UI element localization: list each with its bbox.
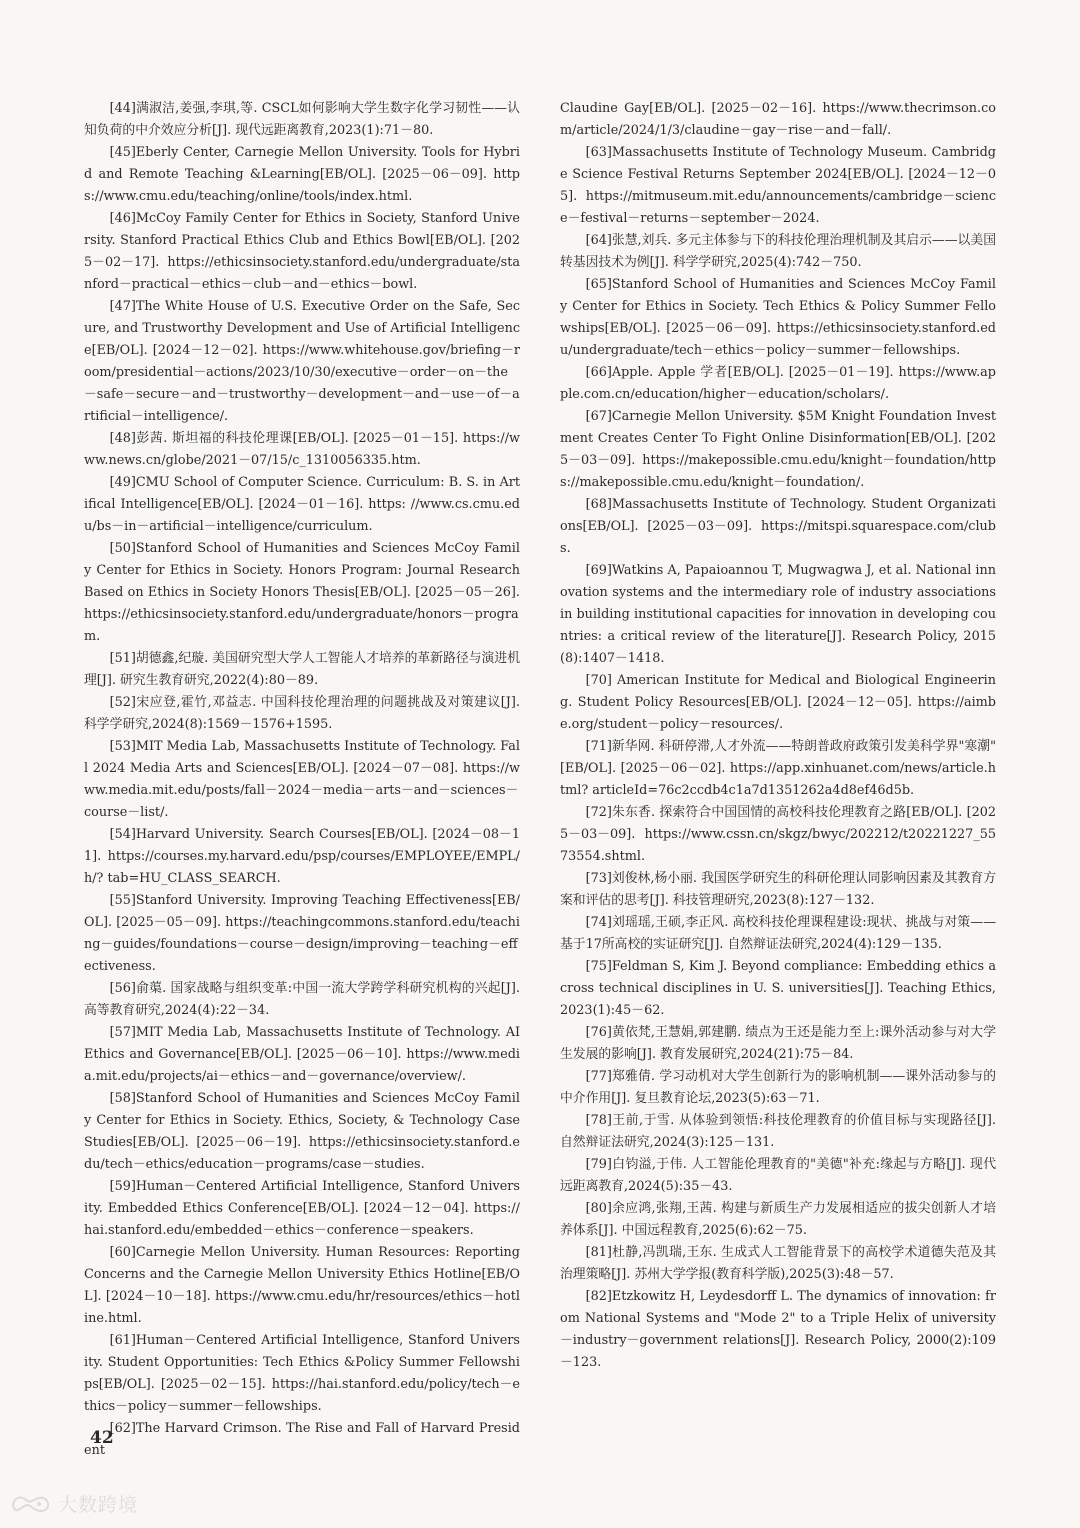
reference-entry: [80]余应鸿,张翔,王茜. 构建与新质生产力发展相适应的拔尖创新人才培养体系[J]. 中国远程教育,2025(6):62－75. bbox=[560, 1201, 996, 1238]
reference-entry: [46]McCoy Family Center for Ethics in Society, Stanford University. Stanford Practical Ethics Club and Ethics Bowl[EB/OL]. [2025－02－17]. https://ethicsinsociety.stanford.edu/undergraduate/stanford－practical－ethics－club－and－ethics－bowl. bbox=[84, 211, 520, 292]
reference-entry: [62]The Harvard Crimson. The Rise and Fall of Harvard President bbox=[84, 1421, 520, 1458]
reference-entry: [69]Watkins A, Papaioannou T, Mugwagwa J, et al. National innovation systems and the intermediary role of industry associations in building institutional capacities for innovation in developing countries: a critical review of the literature[J]. Research Policy, 2015(8):1407－1418. bbox=[560, 563, 996, 666]
reference-entry: [54]Harvard University. Search Courses[EB/OL]. [2024－08－11]. https://courses.my.harvard.edu/psp/courses/EMPLOYEE/EMPL/h/? tab=HU_CLASS_SEARCH. bbox=[84, 827, 520, 886]
reference-entry: [75]Feldman S, Kim J. Beyond compliance: Embedding ethics across technical disciplines in U. S. universities[J]. Teaching Ethics, 2023(1):45－62. bbox=[560, 959, 996, 1018]
reference-entry: [59]Human－Centered Artificial Intelligence, Stanford University. Embedded Ethics Conference[EB/OL]. [2024－12－04]. https://hai.stanford.edu/embedded－ethics－conference－speakers. bbox=[84, 1179, 520, 1238]
reference-entry: [44]满淑洁,姜强,李琪,等. CSCL如何影响大学生数字化学习韧性——认知负荷的中介效应分析[J]. 现代远距离教育,2023(1):71－80. bbox=[84, 101, 520, 138]
reference-entry: [51]胡德鑫,纪璇. 美国研究型大学人工智能人才培养的革新路径与演进机理[J]. 研究生教育研究,2022(4):80－89. bbox=[84, 651, 520, 688]
reference-entry: [55]Stanford University. Improving Teaching Effectiveness[EB/OL]. [2025－05－09]. https://teachingcommons.stanford.edu/teaching－guides/foundations－course－design/improving－teaching－effectiveness. bbox=[84, 893, 520, 974]
reference-entry: [50]Stanford School of Humanities and Sciences McCoy Family Center for Ethics in Society. Honors Program: Journal Research Based on Ethics in Society Honors Thesis[EB/OL]. [2025－05－26]. https://ethicsinsociety.stanford.edu/undergraduate/honors－program. bbox=[84, 541, 520, 644]
reference-entry: [66]Apple. Apple 学者[EB/OL]. [2025－01－19]. https://www.apple.com.cn/education/higher－education/scholars/. bbox=[560, 365, 996, 402]
reference-entry: [49]CMU School of Computer Science. Curriculum: B. S. in Artifical Intelligence[EB/OL]. [2024－01－16]. https: //www.cs.cmu.edu/bs－in－artificial－intelligence/curriculum. bbox=[84, 475, 520, 534]
reference-entry: [79]白钧溢,于伟. 人工智能伦理教育的"美德"补充:缘起与方略[J]. 现代远距离教育,2024(5):35－43. bbox=[560, 1157, 996, 1194]
reference-entry: [73]刘俊林,杨小丽. 我国医学研究生的科研伦理认同影响因素及其教育方案和评估的思考[J]. 科技管理研究,2023(8):127－132. bbox=[560, 871, 996, 908]
brand-logo-icon bbox=[10, 1492, 52, 1516]
reference-entry: Claudine Gay[EB/OL]. [2025－02－16]. https://www.thecrimson.com/article/2024/1/3/claudine－gay－rise－and－fall/. bbox=[560, 101, 996, 138]
reference-entry: [52]宋应登,霍竹,邓益志. 中国科技伦理治理的问题挑战及对策建议[J]. 科学学研究,2024(8):1569－1576+1595. bbox=[84, 695, 520, 732]
reference-entry: [70] American Institute for Medical and Biological Engineering. Student Policy Resources[EB/OL]. [2024－12－05]. https://aimbe.org/student－policy－resources/. bbox=[560, 673, 996, 732]
reference-entry: [68]Massachusetts Institute of Technology. Student Organizations[EB/OL]. [2025－03－09]. https://mitspi.squarespace.com/clubs. bbox=[560, 497, 996, 556]
reference-entry: [61]Human－Centered Artificial Intelligence, Stanford University. Student Opportunities: Tech Ethics &Policy Summer Fellowships[EB/OL]. [2025－02－15]. https://hai.stanford.edu/policy/tech－ethics－policy－summer－fellowships. bbox=[84, 1333, 520, 1414]
reference-entry: [64]张慧,刘兵. 多元主体参与下的科技伦理治理机制及其启示——以美国转基因技术为例[J]. 科学学研究,2025(4):742－750. bbox=[560, 233, 996, 270]
watermark bbox=[10, 1490, 138, 1517]
watermark-text: 大数跨境 bbox=[58, 1494, 139, 1516]
reference-entry: [74]刘瑶瑶,王硕,李正风. 高校科技伦理课程建设:现状、挑战与对策——基于17所高校的实证研究[J]. 自然辩证法研究,2024(4):129－135. bbox=[560, 915, 996, 952]
reference-entry: [82]Etzkowitz H, Leydesdorff L. The dynamics of innovation: from National Systems and "Mode 2" to a Triple Helix of university－industry－government relations[J]. Research Policy, 2000(2):109－123. bbox=[560, 1289, 996, 1370]
reference-entry: [81]杜静,冯凯瑞,王东. 生成式人工智能背景下的高校学术道德失范及其治理策略[J]. 苏州大学学报(教育科学版),2025(3):48－57. bbox=[560, 1245, 996, 1282]
reference-entry: [47]The White House of U.S. Executive Order on the Safe, Secure, and Trustworthy Development and Use of Artificial Intelligence[EB/OL]. [2024－12－02]. https://www.whitehouse.gov/briefing－room/presidential－actions/2023/10/30/executive－order－on－the－safe－secure－and－trustworthy－development－and－use－of－artificial－intelligence/. bbox=[84, 299, 520, 424]
reference-entry: [60]Carnegie Mellon University. Human Resources: Reporting Concerns and the Carnegie Mellon University Ethics Hotline[EB/OL]. [2024－10－18]. https://www.cmu.edu/hr/resources/ethics－hotline.html. bbox=[84, 1245, 520, 1326]
page-number: 42 bbox=[90, 1428, 114, 1448]
reference-entry: [48]彭茜. 斯坦福的科技伦理课[EB/OL]. [2025－01－15]. https://www.news.cn/globe/2021－07/15/c_1310056335.htm. bbox=[84, 431, 520, 468]
reference-entry: [45]Eberly Center, Carnegie Mellon University. Tools for Hybrid and Remote Teaching &Learning[EB/OL]. [2025－06－09]. https://www.cmu.edu/teaching/online/tools/index.html. bbox=[84, 145, 520, 204]
left-column bbox=[84, 98, 520, 1458]
reference-entry: [77]郑雅倩. 学习动机对大学生创新行为的影响机制——课外活动参与的中介作用[J]. 复旦教育论坛,2023(5):63－71. bbox=[560, 1069, 996, 1106]
reference-entry: [63]Massachusetts Institute of Technology Museum. Cambridge Science Festival Returns September 2024[EB/OL]. [2024－12－05]. https://mitmuseum.mit.edu/announcements/cambridge－science－festival－returns－september－2024. bbox=[560, 145, 996, 226]
reference-entry: [67]Carnegie Mellon University. $5M Knight Foundation Investment Creates Center To Fight Online Disinformation[EB/OL]. [2025－03－09]. https://makepossible.cmu.edu/knight－foundation/https://makepossible.cmu.edu/knight－foundation/. bbox=[560, 409, 996, 490]
reference-entry: [53]MIT Media Lab, Massachusetts Institute of Technology. Fall 2024 Media Arts and Sciences[EB/OL]. [2024－07－08]. https://www.media.mit.edu/posts/fall－2024－media－arts－and－sciences－course－list/. bbox=[84, 739, 520, 820]
reference-entry: [76]黄依梵,王慧娟,郭建鹏. 绩点为王还是能力至上:课外活动参与对大学生发展的影响[J]. 教育发展研究,2024(21):75－84. bbox=[560, 1025, 996, 1062]
reference-entry: [78]王前,于雪. 从体验到领悟:科技伦理教育的价值目标与实现路径[J]. 自然辩证法研究,2024(3):125－131. bbox=[560, 1113, 996, 1150]
reference-entry: [71]新华网. 科研停滞,人才外流——特朗普政府政策引发美科学界"寒潮"[EB/OL]. [2025－06－02]. https://app.xinhuanet.com/news/article.html? articleId=76c2ccdb4c1a7d1351262a4d8ef46d5b. bbox=[560, 739, 996, 798]
reference-list bbox=[84, 98, 996, 1458]
reference-entry: [72]朱东香. 探索符合中国国情的高校科技伦理教育之路[EB/OL]. [2025－03－09]. https://www.cssn.cn/skgz/bwyc/202212/t20221227_5573554.shtml. bbox=[560, 805, 996, 864]
reference-entry: [56]俞蕖. 国家战略与组织变革:中国一流大学跨学科研究机构的兴起[J]. 高等教育研究,2024(4):22－34. bbox=[84, 981, 520, 1018]
reference-entry: [57]MIT Media Lab, Massachusetts Institute of Technology. AI Ethics and Governance[EB/OL]. [2025－06－10]. https://www.media.mit.edu/projects/ai－ethics－and－governance/overview/. bbox=[84, 1025, 520, 1084]
reference-entry: [58]Stanford School of Humanities and Sciences McCoy Family Center for Ethics in Society. Ethics, Society, & Technology Case Studies[EB/OL]. [2025－06－19]. https://ethicsinsociety.stanford.edu/tech－ethics/education－programs/case－studies. bbox=[84, 1091, 520, 1172]
right-column bbox=[560, 98, 996, 1428]
reference-entry: [65]Stanford School of Humanities and Sciences McCoy Family Center for Ethics in Society. Tech Ethics & Policy Summer Fellowships[EB/OL]. [2025－06－09]. https://ethicsinsociety.stanford.edu/undergraduate/tech－ethics－policy－summer－fellowships. bbox=[560, 277, 996, 358]
